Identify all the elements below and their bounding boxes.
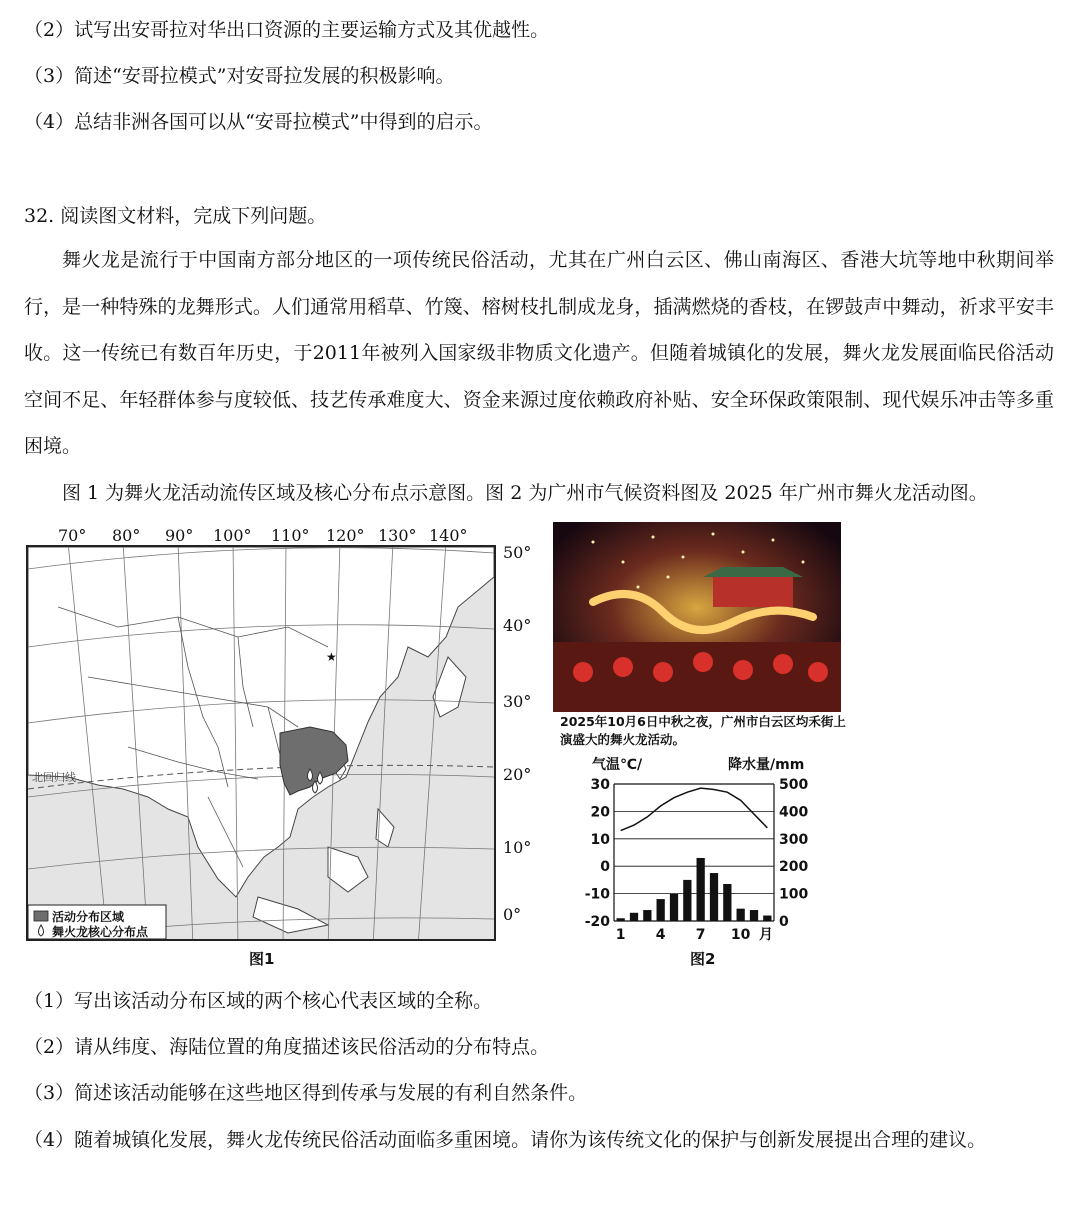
y-right-tick: 400	[779, 804, 809, 821]
prev-question-3: （3）简述“安哥拉模式”对安哥拉发展的积极影响。	[24, 65, 455, 87]
x-tick: 4	[655, 927, 666, 943]
precipitation-bar	[657, 899, 665, 921]
lon-label: 80°	[112, 526, 141, 545]
precipitation-bar	[643, 910, 651, 921]
sub-question-2: （2）请从纬度、海陆位置的角度描述该民俗活动的分布特点。	[24, 1036, 550, 1058]
legend-area-label: 活动分布区域	[52, 910, 125, 924]
precipitation-bar	[710, 873, 718, 921]
y-left-tick: -20	[584, 914, 610, 930]
lon-label: 100°	[213, 526, 252, 545]
y-right-label: 降水量/mm	[728, 757, 805, 773]
precipitation-bar	[630, 913, 638, 921]
precipitation-bar	[670, 894, 678, 921]
lon-label: 70°	[58, 526, 87, 545]
x-unit: 月	[759, 927, 773, 943]
lat-label: 30°	[503, 692, 532, 711]
lon-label: 120°	[326, 526, 365, 545]
precipitation-bar	[737, 909, 745, 921]
figure-1-caption: 图1	[249, 950, 275, 968]
figure-2-caption: 图2	[690, 950, 716, 968]
x-tick: 7	[695, 927, 706, 943]
precipitation-bar	[723, 884, 731, 921]
y-left-tick: 20	[590, 804, 610, 821]
precipitation-bar	[617, 918, 625, 921]
lon-label: 130°	[378, 526, 417, 545]
prev-question-4: （4）总结非洲各国可以从“安哥拉模式”中得到的启示。	[24, 111, 493, 133]
q32-header: 32. 阅读图文材料，完成下列问题。	[24, 205, 327, 227]
y-left-tick: 10	[590, 831, 610, 848]
y-left-label: 气温℃/	[592, 757, 643, 773]
y-right-tick: 300	[779, 831, 809, 848]
precipitation-bar	[683, 880, 691, 921]
sub-question-3: （3）简述该活动能够在这些地区得到传承与发展的有利自然条件。	[24, 1082, 588, 1104]
fire-dragon-photo	[553, 522, 841, 712]
climate-chart	[578, 755, 828, 950]
precipitation-bar	[750, 910, 758, 921]
map-frame	[26, 545, 496, 941]
y-left-tick: 30	[590, 777, 610, 793]
x-tick: 1	[615, 927, 626, 943]
lon-label: 140°	[429, 526, 468, 545]
y-left-tick: -10	[584, 886, 610, 903]
lon-label: 90°	[165, 526, 194, 545]
figure-intro: 图 1 为舞火龙活动流传区域及核心分布点示意图。图 2 为广州市气候资料图及 2025 年广州市舞火龙活动图。	[62, 482, 988, 504]
y-left-tick: 0	[600, 859, 610, 876]
photo-caption: 2025年10月6日中秋之夜，广州市白云区均禾街上演盛大的舞火龙活动。	[560, 714, 846, 747]
sub-question-1: （1）写出该活动分布区域的两个核心代表区域的全称。	[24, 990, 493, 1012]
y-right-tick: 500	[779, 777, 809, 793]
lat-label: 20°	[503, 765, 532, 784]
y-right-tick: 200	[779, 859, 809, 876]
lat-label: 0°	[503, 905, 522, 924]
lat-label: 40°	[503, 616, 532, 635]
x-tick: 10	[730, 927, 751, 943]
svg-text:★: ★	[326, 650, 337, 664]
lat-label: 50°	[503, 543, 532, 562]
precipitation-bar	[697, 858, 705, 921]
y-right-tick: 100	[779, 886, 809, 903]
lon-label: 110°	[271, 526, 310, 545]
sub-question-4: （4）随着城镇化发展，舞火龙传统民俗活动面临多重困境。请你为该传统文化的保护与创新发展提出合理的建议。	[24, 1129, 987, 1151]
q32-paragraph: 舞火龙是流行于中国南方部分地区的一项传统民俗活动，尤其在广州白云区、佛山南海区、香港大坑等地中秋期间举行，是一种特殊的龙舞形式。人们通常用稻草、竹篾、榕树枝扎制成龙身，插满燃烧的香枝，在锣鼓声中舞动，祈求平安丰收。这一传统已有数百年历史，于2011年被列入国家级非物质文化遗产。但随着城镇化的发展，舞火龙发展面临民俗活动空间不足、年轻群体参与度较低、技艺传承难度大、资金来源过度依赖政府补贴、安全环保政策限制、现代娱乐冲击等多重困境。	[24, 249, 1054, 457]
lat-label: 10°	[503, 838, 532, 857]
prev-question-2: （2）试写出安哥拉对华出口资源的主要运输方式及其优越性。	[24, 19, 550, 41]
map-drawing	[28, 547, 494, 939]
precipitation-bar	[763, 916, 771, 921]
legend-point-label: 舞火龙核心分布点	[52, 925, 149, 939]
y-right-tick: 0	[779, 914, 789, 930]
tropic-label: 北回归线	[32, 772, 76, 784]
temperature-line	[621, 788, 768, 831]
